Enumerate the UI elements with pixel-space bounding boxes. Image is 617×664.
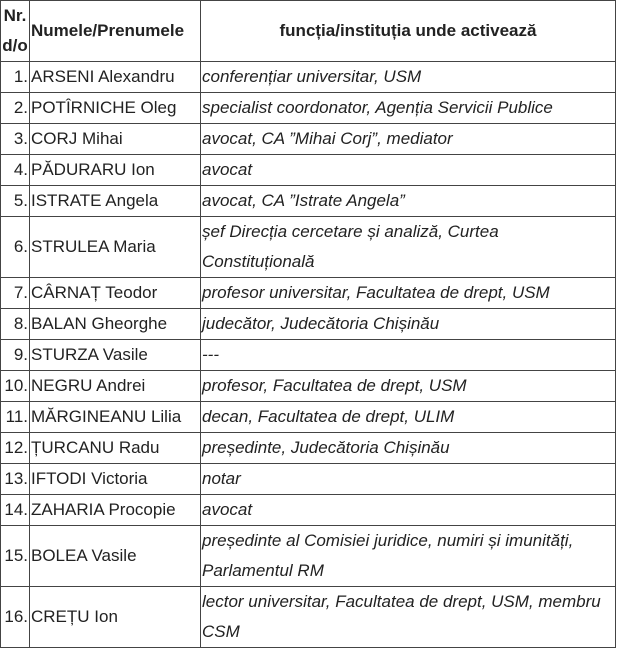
header-row [1, 1, 616, 62]
member-role: profesor universitar, Facultatea de drept, USM [201, 278, 616, 309]
header-nr [1, 1, 30, 62]
member-name: STURZA Vasile [30, 340, 201, 371]
row-number: 4. [1, 155, 30, 186]
member-name: CORJ Mihai [30, 124, 201, 155]
row-number: 6. [1, 217, 30, 278]
table-row [1, 93, 616, 124]
member-name: CÂRNAȚ Teodor [30, 278, 201, 309]
member-role: conferențiar universitar, USM [201, 62, 616, 93]
table-row [1, 155, 616, 186]
table-row [1, 62, 616, 93]
row-number: 15. [1, 526, 30, 587]
member-name: PĂDURARU Ion [30, 155, 201, 186]
table-row [1, 309, 616, 340]
member-role: notar [201, 464, 616, 495]
member-name: BALAN Gheorghe [30, 309, 201, 340]
row-number: 7. [1, 278, 30, 309]
member-role: avocat, CA ”Istrate Angela” [201, 186, 616, 217]
table-row [1, 371, 616, 402]
table-row [1, 495, 616, 526]
row-number: 11. [1, 402, 30, 433]
member-role: lector universitar, Facultatea de drept, USM, membru CSM [201, 587, 616, 648]
member-name: MĂRGINEANU Lilia [30, 402, 201, 433]
member-role: specialist coordonator, Agenția Servicii Publice [201, 93, 616, 124]
member-name: IFTODI Victoria [30, 464, 201, 495]
row-number: 3. [1, 124, 30, 155]
row-number: 13. [1, 464, 30, 495]
header-role: funcția/instituția unde activează [201, 1, 616, 62]
row-number: 2. [1, 93, 30, 124]
member-name: POTÎRNICHE Oleg [30, 93, 201, 124]
member-name: NEGRU Andrei [30, 371, 201, 402]
row-number: 9. [1, 340, 30, 371]
member-name: ZAHARIA Procopie [30, 495, 201, 526]
member-role: profesor, Facultatea de drept, USM [201, 371, 616, 402]
table-row [1, 587, 616, 648]
table-row [1, 340, 616, 371]
row-number: 1. [1, 62, 30, 93]
member-role: șef Direcția cercetare și analiză, Curtea Constituțională [201, 217, 616, 278]
member-name: ARSENI Alexandru [30, 62, 201, 93]
header-name: Numele/Prenumele [30, 1, 201, 62]
table-row [1, 186, 616, 217]
row-number: 14. [1, 495, 30, 526]
table-row [1, 433, 616, 464]
row-number: 16. [1, 587, 30, 648]
member-role: avocat [201, 495, 616, 526]
row-number: 10. [1, 371, 30, 402]
table-row [1, 402, 616, 433]
table-body [1, 62, 616, 648]
member-name: ISTRATE Angela [30, 186, 201, 217]
member-role: avocat, CA ”Mihai Corj”, mediator [201, 124, 616, 155]
member-name: CREȚU Ion [30, 587, 201, 648]
table-row [1, 464, 616, 495]
member-role: --- [201, 340, 616, 371]
row-number: 8. [1, 309, 30, 340]
table-row [1, 526, 616, 587]
table-row [1, 124, 616, 155]
member-role: decan, Facultatea de drept, ULIM [201, 402, 616, 433]
member-name: STRULEA Maria [30, 217, 201, 278]
table-header [1, 1, 616, 62]
row-number: 12. [1, 433, 30, 464]
table-row [1, 278, 616, 309]
member-role: judecător, Judecătoria Chișinău [201, 309, 616, 340]
member-name: BOLEA Vasile [30, 526, 201, 587]
member-name: ȚURCANU Radu [30, 433, 201, 464]
member-role: președinte al Comisiei juridice, numiri și imunități, Parlamentul RM [201, 526, 616, 587]
member-role: președinte, Judecătoria Chișinău [201, 433, 616, 464]
member-role: avocat [201, 155, 616, 186]
table-row [1, 217, 616, 278]
header-nr-line1: Nr. [3, 6, 27, 25]
row-number: 5. [1, 186, 30, 217]
header-nr-line2: d/o [2, 36, 28, 55]
